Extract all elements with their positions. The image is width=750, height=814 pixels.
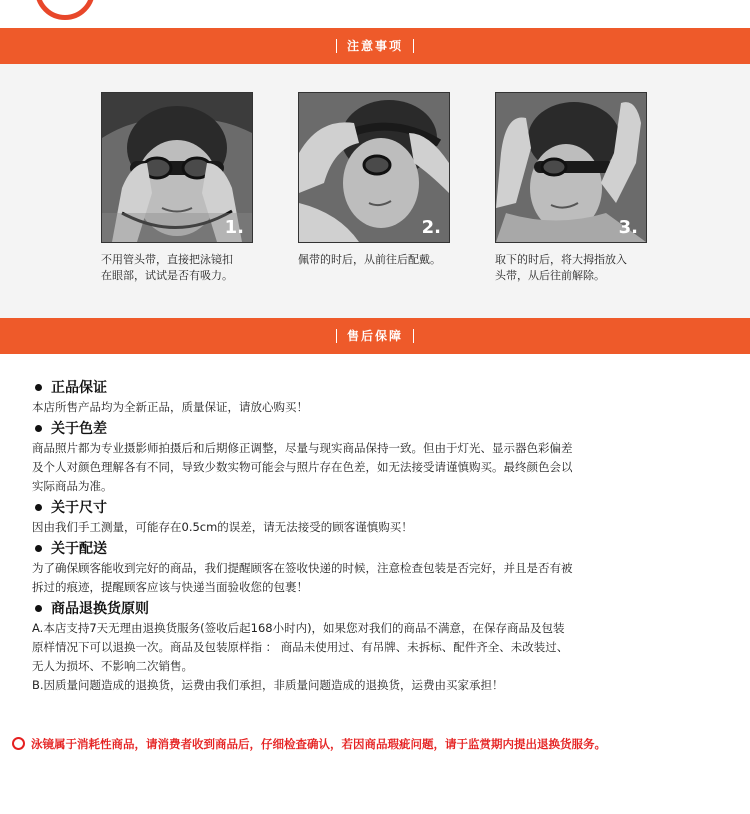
after-sales-content <box>32 376 742 696</box>
logo-circle-icon <box>35 0 95 20</box>
step-3-caption-line1: 取下的时后，将大拇指放入 <box>495 253 627 266</box>
step-2 <box>298 92 450 268</box>
step-3-illustration <box>495 92 647 243</box>
notice-text: 泳镜属于消耗性商品，请消费者收到商品后，仔细检查确认，若因商品瑕疵问题，请于监赏期内提出退换货服务。 <box>31 737 606 751</box>
step-1-caption-line1: 不用管头带，直接把泳镜扣 <box>101 253 233 266</box>
bullet-icon <box>35 545 42 552</box>
section-text-returns: A.本店支持7天无理由退换货服务(签收后起168小时内)，如果您对我们的商品不满意，在保存商品及包装 原样情况下可以退换一次。商品及包装原样指 ： 商品未使用过、有吊牌、未拆标、配件齐全、未改装过、 无人为损坏、不影响二次销售。 B.因质量问题造成的退换货，运费由我们承担，非质量问题造成的退换货，运费由买家承担！ <box>32 621 569 692</box>
step-2-illustration <box>298 92 450 243</box>
consumable-notice <box>12 736 606 752</box>
step-3 <box>495 92 647 284</box>
step-3-caption <box>495 252 647 284</box>
precautions-banner-title: 注意事项 <box>336 39 414 53</box>
section-title-size: 关于尺寸 <box>32 498 742 518</box>
step-2-number: 2. <box>421 217 441 238</box>
circle-icon <box>12 737 25 750</box>
steps-area <box>0 64 750 318</box>
step-3-number: 3. <box>618 217 638 238</box>
bullet-icon <box>35 425 42 432</box>
section-text-genuine: 本店所售产品均为全新正品，质量保证，请放心购买！ <box>32 400 308 414</box>
after-sales-banner-title: 售后保障 <box>336 329 414 343</box>
precautions-banner <box>0 28 750 64</box>
bullet-icon <box>35 384 42 391</box>
section-text-color: 商品照片都为专业摄影师拍摄后和后期修正调整，尽量与现实商品保持一致。但由于灯光、显示器色彩偏差 及个人对颜色理解各有不同，导致少数实物可能会与照片存在色差，如无法接受请谨慎购买。最终颜色会以 实际商品为准。 <box>32 441 573 493</box>
step-1-caption <box>101 252 253 284</box>
section-text-delivery: 为了确保顾客能收到完好的商品，我们提醒顾客在签收快递的时候，注意检查包装是否完好，并且是否有被 拆过的痕迹，提醒顾客应该与快递当面验收您的包裹！ <box>32 561 573 594</box>
step-1-caption-line2: 在眼部，试试是否有吸力。 <box>101 269 233 282</box>
step-3-caption-line2: 头带，从后往前解除。 <box>495 269 605 282</box>
section-text-size: 因由我们手工测量，可能存在0.5cm的误差，请无法接受的顾客谨慎购买！ <box>32 520 413 534</box>
step-1 <box>101 92 253 284</box>
section-title-delivery: 关于配送 <box>32 539 742 559</box>
bullet-icon <box>35 605 42 612</box>
step-1-illustration <box>101 92 253 243</box>
after-sales-banner <box>0 318 750 354</box>
step-2-caption-line1: 佩带的时后，从前往后配戴。 <box>298 253 441 266</box>
step-1-number: 1. <box>224 217 244 238</box>
bullet-icon <box>35 504 42 511</box>
step-2-caption <box>298 252 450 268</box>
section-title-returns: 商品退换货原则 <box>32 599 742 619</box>
section-title-genuine: 正品保证 <box>32 378 742 398</box>
section-title-color: 关于色差 <box>32 419 742 439</box>
